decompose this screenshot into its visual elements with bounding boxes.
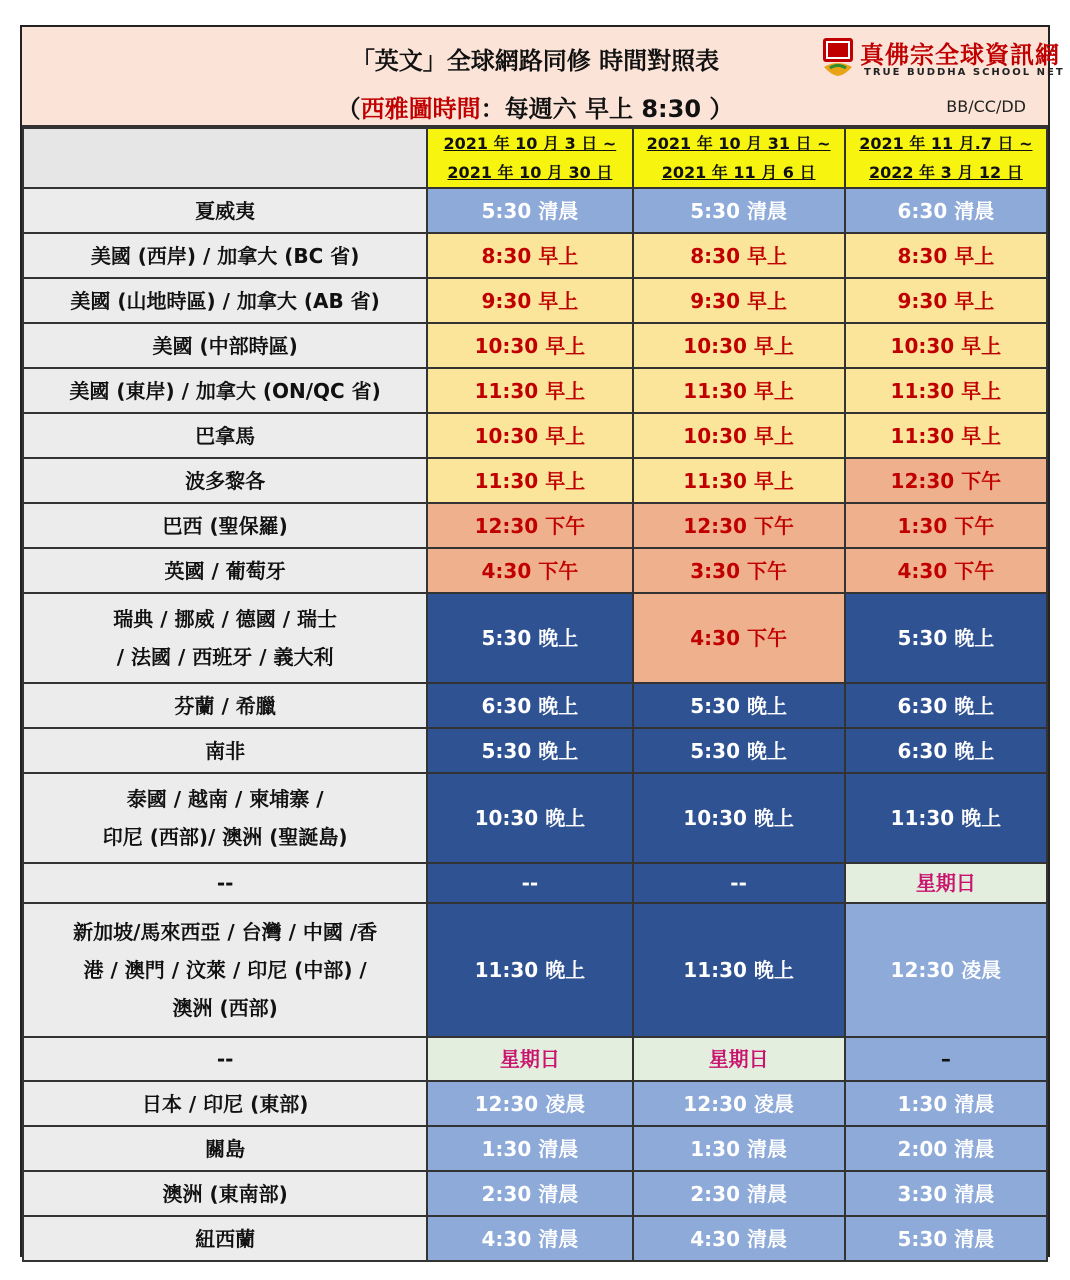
time-cell: 6:30 清晨	[845, 188, 1047, 233]
date-range-end: 2021 年 10 月 30 日	[447, 163, 613, 182]
time-table	[22, 127, 1048, 1262]
time-cell: 5:30 晚上	[845, 593, 1047, 683]
time-cell: 5:30 清晨	[845, 1216, 1047, 1261]
time-cell: 11:30 早上	[633, 368, 845, 413]
time-cell: 3:30 清晨	[845, 1171, 1047, 1216]
region-label-line: 波多黎各	[185, 468, 266, 493]
region-label-line: --	[216, 871, 234, 895]
time-cell: 3:30 下午	[633, 548, 845, 593]
lotus-seal-icon	[820, 37, 856, 77]
time-cell: 11:30 早上	[633, 458, 845, 503]
date-range-end: 2022 年 3 月 12 日	[868, 163, 1023, 182]
region-label	[23, 728, 427, 773]
table-row	[23, 863, 1047, 903]
date-range-end: 2021 年 11 月 6 日	[661, 163, 816, 182]
table-row	[23, 368, 1047, 413]
time-cell: 11:30 早上	[845, 413, 1047, 458]
time-cell: 5:30 晚上	[633, 728, 845, 773]
region-label-line: 日本 / 印尼 (東部)	[141, 1091, 309, 1116]
time-cell: 星期日	[427, 1037, 632, 1081]
region-label-line: 英國 / 葡萄牙	[164, 558, 286, 583]
subtitle-open: （	[336, 95, 361, 123]
region-label-line: 澳洲 (西部)	[172, 996, 278, 1020]
column-header-row	[23, 128, 1047, 188]
time-cell: 10:30 早上	[633, 413, 845, 458]
time-cell: 12:30 凌晨	[427, 1081, 632, 1126]
time-cell: 11:30 早上	[427, 368, 632, 413]
region-label	[23, 1171, 427, 1216]
time-cell: 11:30 晚上	[427, 903, 632, 1037]
time-cell: 8:30 早上	[633, 233, 845, 278]
region-label-line: 美國 (中部時區)	[152, 333, 298, 358]
table-row	[23, 903, 1047, 1037]
table-row	[23, 1216, 1047, 1261]
region-label	[23, 1126, 427, 1171]
time-cell: 10:30 晚上	[427, 773, 632, 863]
time-cell: 9:30 早上	[633, 278, 845, 323]
time-cell: 星期日	[845, 863, 1047, 903]
region-label-line: / 法國 / 西班牙 / 義大利	[116, 645, 334, 669]
region-label-line: 泰國 / 越南 / 柬埔寨 /	[126, 787, 324, 811]
time-cell: 1:30 下午	[845, 503, 1047, 548]
time-cell: 4:30 下午	[845, 548, 1047, 593]
time-cell: 8:30 早上	[427, 233, 632, 278]
region-label	[23, 368, 427, 413]
timetable-sheet	[20, 25, 1065, 1257]
time-cell: 2:30 清晨	[427, 1171, 632, 1216]
region-label	[23, 413, 427, 458]
time-cell: 2:00 清晨	[845, 1126, 1047, 1171]
region-label-line: 紐西蘭	[195, 1226, 256, 1251]
region-label	[23, 458, 427, 503]
doc-code: BB/CC/DD	[946, 97, 1026, 116]
region-label	[23, 323, 427, 368]
table-row	[23, 1171, 1047, 1216]
time-cell: 11:30 早上	[427, 458, 632, 503]
time-cell: 10:30 早上	[427, 413, 632, 458]
region-label	[23, 863, 427, 903]
time-cell: 2:30 清晨	[633, 1171, 845, 1216]
region-label-line: 美國 (山地時區) / 加拿大 (AB 省)	[70, 288, 380, 313]
table-row	[23, 593, 1047, 683]
table-row	[23, 548, 1047, 593]
region-label	[23, 1037, 427, 1081]
region-label-line: 新加坡/馬來西亞 / 台灣 / 中國 /香	[73, 920, 378, 944]
region-label	[23, 503, 427, 548]
region-label-line: 巴拿馬	[195, 423, 256, 448]
time-cell: 1:30 清晨	[427, 1126, 632, 1171]
time-cell: 5:30 晚上	[427, 728, 632, 773]
time-cell: 5:30 清晨	[633, 188, 845, 233]
region-label	[23, 1081, 427, 1126]
region-label	[23, 903, 427, 1037]
time-cell: 12:30 凌晨	[633, 1081, 845, 1126]
table-row	[23, 323, 1047, 368]
table-row	[23, 503, 1047, 548]
region-label-line: --	[216, 1047, 234, 1071]
region-label-line: 瑞典 / 挪威 / 德國 / 瑞士	[113, 607, 337, 631]
time-cell: 1:30 清晨	[633, 1126, 845, 1171]
region-label	[23, 1216, 427, 1261]
time-cell: 11:30 晚上	[845, 773, 1047, 863]
time-cell: 4:30 下午	[633, 593, 845, 683]
time-cell: 6:30 晚上	[845, 683, 1047, 728]
time-cell: 12:30 下午	[845, 458, 1047, 503]
time-cell: 12:30 下午	[427, 503, 632, 548]
table-row	[23, 773, 1047, 863]
logo-name: 真佛宗全球資訊網	[860, 40, 1060, 69]
date-range-start: 2021 年 10 月 31 日 ~	[646, 134, 831, 153]
time-cell: --	[427, 863, 632, 903]
time-cell: 6:30 晚上	[845, 728, 1047, 773]
time-cell: 4:30 清晨	[427, 1216, 632, 1261]
time-cell: 10:30 早上	[845, 323, 1047, 368]
region-label-line: 美國 (西岸) / 加拿大 (BC 省)	[90, 243, 360, 268]
region-label-line: 芬蘭 / 希臘	[174, 693, 276, 718]
region-label	[23, 278, 427, 323]
time-cell: 4:30 清晨	[633, 1216, 845, 1261]
region-label-line: 夏威夷	[195, 198, 256, 223]
time-cell: –	[845, 1037, 1047, 1081]
table-row	[23, 413, 1047, 458]
region-label	[23, 593, 427, 683]
time-cell: 10:30 晚上	[633, 773, 845, 863]
time-cell: 1:30 清晨	[845, 1081, 1047, 1126]
region-label	[23, 773, 427, 863]
date-range-header	[845, 128, 1047, 188]
table-row	[23, 233, 1047, 278]
time-cell: 6:30 晚上	[427, 683, 632, 728]
table-header	[22, 27, 1065, 127]
region-label-line: 關島	[205, 1136, 246, 1161]
region-label-line: 巴西 (聖保羅)	[162, 513, 288, 538]
time-cell: 5:30 清晨	[427, 188, 632, 233]
time-cell: 5:30 晚上	[633, 683, 845, 728]
time-cell: 11:30 早上	[845, 368, 1047, 413]
time-cell: 5:30 晚上	[427, 593, 632, 683]
region-label	[23, 548, 427, 593]
table-row	[23, 1126, 1047, 1171]
time-cell: 10:30 早上	[633, 323, 845, 368]
region-label-line: 澳洲 (東南部)	[162, 1181, 288, 1206]
time-cell: --	[633, 863, 845, 903]
time-cell: 12:30 凌晨	[845, 903, 1047, 1037]
table-row	[23, 1081, 1047, 1126]
region-label-line: 港 / 澳門 / 汶萊 / 印尼 (中部) /	[83, 958, 367, 982]
region-label	[23, 233, 427, 278]
time-cell: 11:30 晚上	[633, 903, 845, 1037]
logo-subtitle: TRUE BUDDHA SCHOOL NET	[864, 67, 1065, 78]
region-label	[23, 188, 427, 233]
tbs-logo	[820, 35, 1065, 81]
table-row	[23, 458, 1047, 503]
region-label-line: 南非	[205, 738, 246, 763]
table-row	[23, 1037, 1047, 1081]
time-cell: 10:30 早上	[427, 323, 632, 368]
time-cell: 星期日	[633, 1037, 845, 1081]
region-label-line: 印尼 (西部)/ 澳洲 (聖誕島)	[102, 825, 348, 849]
region-label	[23, 683, 427, 728]
subtitle-rest: ：每週六 早上 8:30 ）	[480, 95, 734, 123]
date-range-header	[427, 128, 632, 188]
date-range-start: 2021 年 11 月.7 日 ~	[859, 134, 1033, 153]
time-cell: 4:30 下午	[427, 548, 632, 593]
time-cell: 8:30 早上	[845, 233, 1047, 278]
table-row	[23, 683, 1047, 728]
subtitle-seattle-time: 西雅圖時間	[360, 95, 481, 123]
page-subtitle	[22, 89, 1048, 124]
table-row	[23, 728, 1047, 773]
page-title: 「英文」全球網路同修 時間對照表	[350, 47, 720, 75]
date-range-start: 2021 年 10 月 3 日 ~	[443, 134, 617, 153]
time-cell: 12:30 下午	[633, 503, 845, 548]
region-label-line: 美國 (東岸) / 加拿大 (ON/QC 省)	[69, 378, 381, 403]
table-row	[23, 278, 1047, 323]
table-row	[23, 188, 1047, 233]
time-cell: 9:30 早上	[427, 278, 632, 323]
corner-cell	[23, 128, 427, 188]
date-range-header	[633, 128, 845, 188]
time-cell: 9:30 早上	[845, 278, 1047, 323]
